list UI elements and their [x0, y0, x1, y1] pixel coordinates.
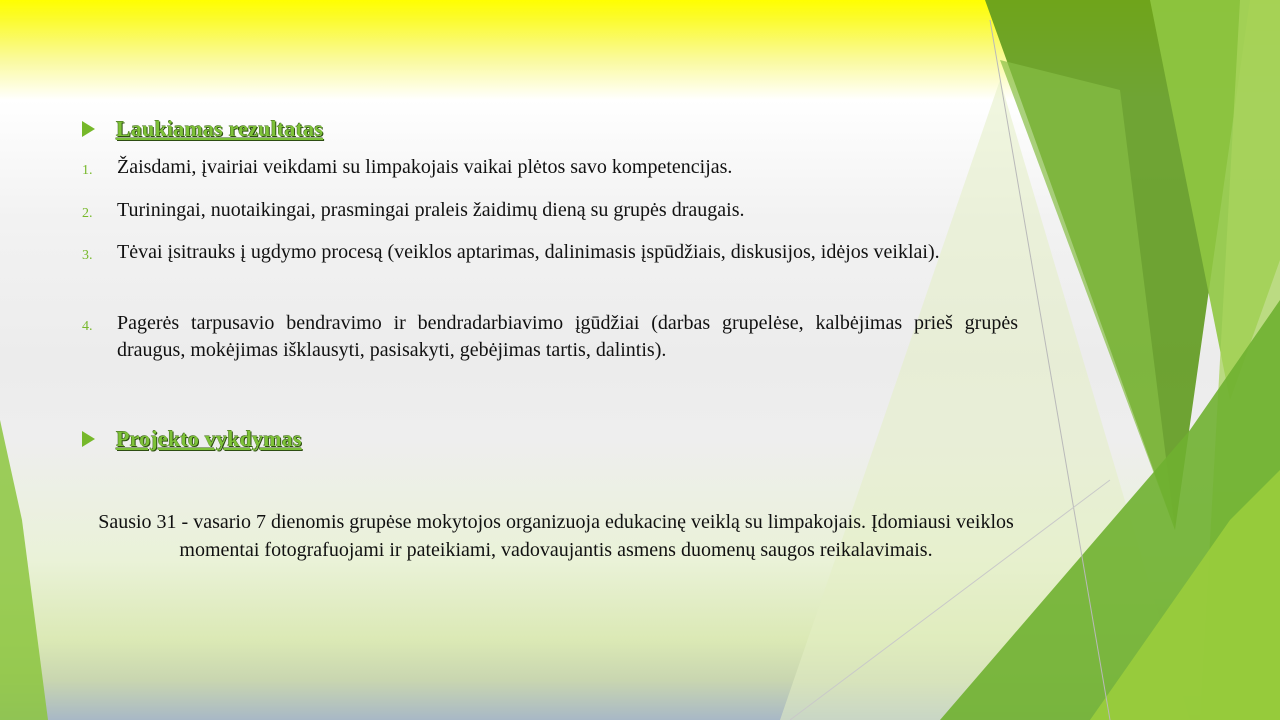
list-text: Pagerės tarpusavio bendravimo ir bendradarbiavimo įgūdžiai (darbas grupelėse, kalbėjimas prieš grupės draugus, mokėjimas išklausyti, pasisakyti, gebėjimas tartis, dalintis). [117, 312, 1018, 361]
list-text: Žaisdami, įvairiai veikdami su limpakojais vaikai plėtos savo kompetencijas. [117, 156, 733, 178]
triangle-bullet-icon [82, 431, 95, 447]
list-item [82, 197, 1018, 224]
list-number: 1. [82, 163, 93, 178]
list-text: Turiningai, nuotaikingai, prasmingai praleis žaidimų dieną su grupės draugais. [117, 199, 745, 221]
triangle-bullet-icon [82, 121, 95, 137]
execution-paragraph: Sausio 31 - vasario 7 dienomis grupėse mokytojos organizuoja edukacinę veiklą su limpakojais. Įdomiausi veiklos momentai fotografuojami ir pateikiami, vadovaujantis asmens duomenų saugos reikalavimais. [98, 511, 1014, 561]
list-item [82, 310, 1018, 364]
heading-text: Projekto vykdymas [116, 426, 302, 451]
list-number: 4. [82, 319, 93, 334]
heading-text: Laukiamas rezultatas [116, 116, 324, 141]
list-item [82, 154, 1018, 181]
list-number: 3. [82, 248, 93, 263]
list-number: 2. [82, 206, 93, 221]
section-heading-execution [82, 426, 302, 452]
section-heading-results [82, 116, 323, 142]
list-item [82, 239, 1018, 266]
list-text: Tėvai įsitrauks į ugdymo procesą (veiklos aptarimas, dalinimasis įspūdžiais, diskusijos, idėjos veiklai). [117, 241, 940, 263]
